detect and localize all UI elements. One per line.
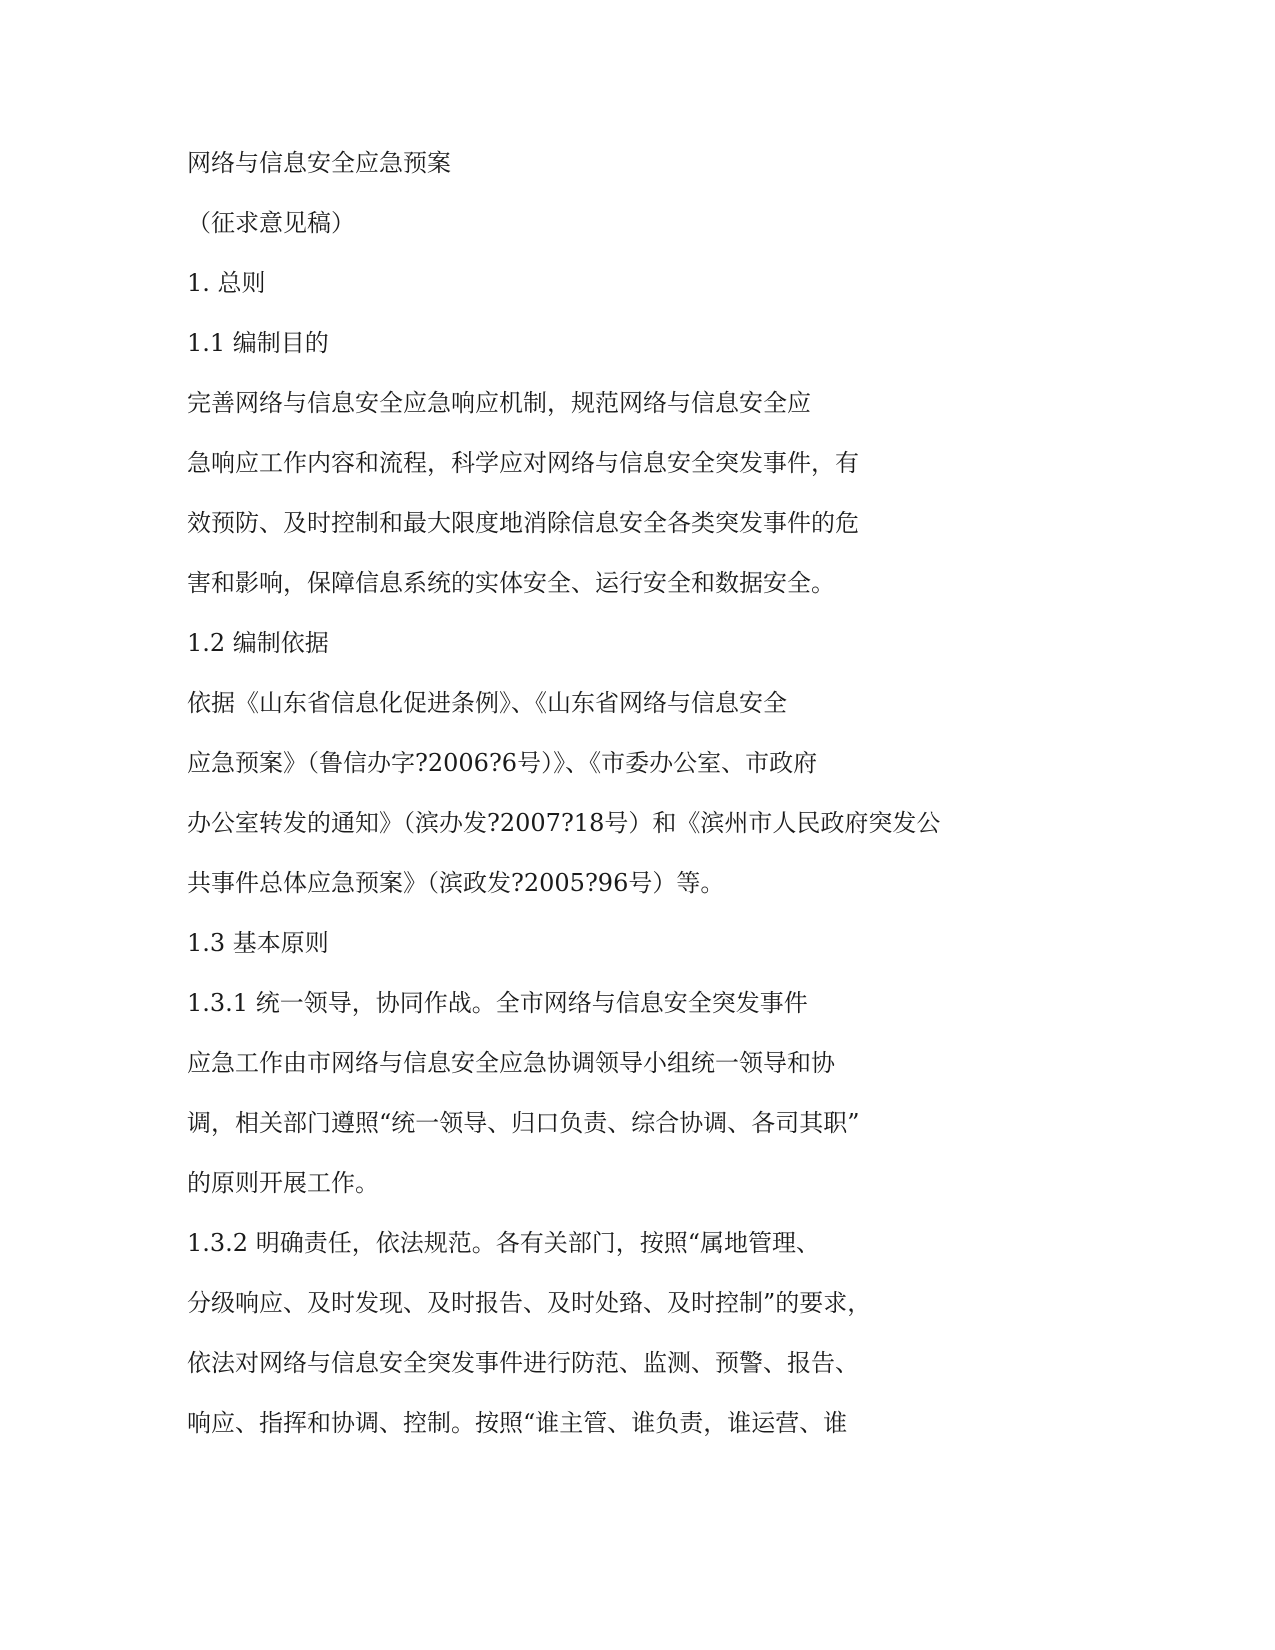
body-text-line: 1.3.1 统一领导，协同作战。全市网络与信息安全突发事件	[187, 989, 808, 1017]
body-text-line: 响应、指挥和协调、控制。按照“谁主管、谁负责，谁运营、谁	[187, 1409, 848, 1437]
document-title: 网络与信息安全应急预案	[187, 149, 451, 177]
section-heading-1-2: 1.2 编制依据	[187, 629, 329, 657]
body-text-line: 完善网络与信息安全应急响应机制，规范网络与信息安全应	[187, 389, 811, 417]
body-text-line: 依法对网络与信息安全突发事件进行防范、监测、预警、报告、	[187, 1349, 859, 1377]
body-text-line: 1.3.2 明确责任，依法规范。各有关部门，按照“属地管理、	[187, 1229, 820, 1257]
body-text-line: 调，相关部门遵照“统一领导、归口负责、综合协调、各司其职”	[187, 1109, 860, 1137]
body-text-line: 应急预案》（鲁信办字?2006?6号）》、《市委办公室、市政府	[187, 749, 818, 777]
body-text-line: 共事件总体应急预案》（滨政发?2005?96号）等。	[187, 869, 725, 897]
body-text-line: 分级响应、及时发现、及时报告、及时处臵、及时控制”的要求，	[187, 1289, 872, 1317]
body-text-line: 效预防、及时控制和最大限度地消除信息安全各类突发事件的危	[187, 509, 859, 537]
section-heading-1-3: 1.3 基本原则	[187, 929, 329, 957]
section-heading-1: 1. 总则	[187, 269, 266, 297]
body-text-line: 的原则开展工作。	[187, 1169, 379, 1197]
body-text-line: 害和影响，保障信息系统的实体安全、运行安全和数据安全。	[187, 569, 835, 597]
body-text-line: 应急工作由市网络与信息安全应急协调领导小组统一领导和协	[187, 1049, 835, 1077]
document-subtitle: （征求意见稿）	[187, 209, 355, 237]
body-text-line: 急响应工作内容和流程，科学应对网络与信息安全突发事件，有	[187, 449, 859, 477]
section-heading-1-1: 1.1 编制目的	[187, 329, 329, 357]
body-text-line: 办公室转发的通知》（滨办发?2007?18号）和《滨州市人民政府突发公	[187, 809, 941, 837]
body-text-line: 依据《山东省信息化促进条例》、《山东省网络与信息安全	[187, 689, 787, 717]
